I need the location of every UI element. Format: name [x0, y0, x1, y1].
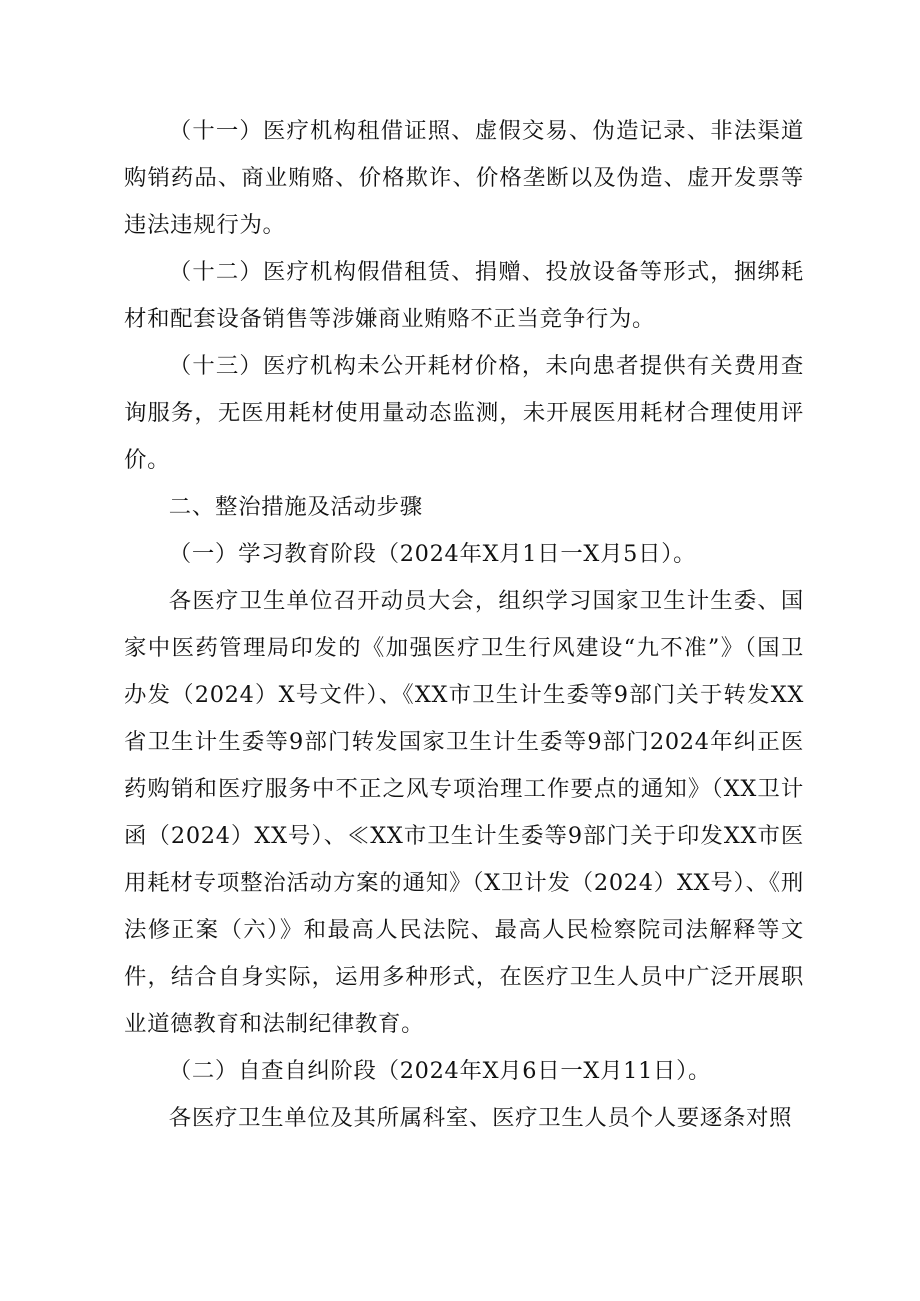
document-body: [124, 108, 804, 1142]
phase-heading-self-check: （二）自查自纠阶段（2024年X月6日一X月11日）。: [168, 1058, 712, 1084]
paragraph-self-check-start: 各医疗卫生单位及其所属科室、医疗卫生人员个人要逐条对照: [168, 1105, 793, 1131]
paragraph-study-details: 各医疗卫生单位召开动员大会，组织学习国家卫生计生委、国家中医药管理局印发的《加强医疗卫生行风建设“九不准”》（国卫办发（2024）X号文件）、《XX市卫生计生委等9部门关于转发XX省卫生计生委等9部门转发国家卫生计生委等9部门2024年纠正医药购销和医疗服务中不正之风专项治理工作要点的通知》（XX卫计函（2024）XX号）、≪XX市卫生计生委等9部门关于印发XX市医用耗材专项整治活动方案的通知》（X卫计发（2024）XX号）、《刑法修正案（六）》和最高人民法院、最高人民检察院司法解释等文件，结合自身实际，运用多种形式，在医疗卫生人员中广泛开展职业道德教育和法制纪律教育。: [124, 588, 804, 1037]
section-heading: 二、整治措施及活动步骤: [168, 494, 423, 520]
paragraph-item-13: （十三）医疗机构未公开耗材价格，未向患者提供有关费用查询服务，无医用耗材使用量动态监测，未开展医用耗材合理使用评价。: [124, 353, 804, 473]
phase-heading-study: （一）学习教育阶段（2024年X月1日一X月5日）。: [168, 541, 697, 567]
paragraph-item-11: （十一）医疗机构租借证照、虚假交易、伪造记录、非法渠道购销药品、商业贿赂、价格欺诈、价格垄断以及伪造、虚开发票等违法违规行为。: [124, 118, 804, 238]
paragraph-item-12: （十二）医疗机构假借租赁、捐赠、投放设备等形式，捆绑耗材和配套设备销售等涉嫌商业贿赂不正当竞争行为。: [124, 259, 804, 332]
